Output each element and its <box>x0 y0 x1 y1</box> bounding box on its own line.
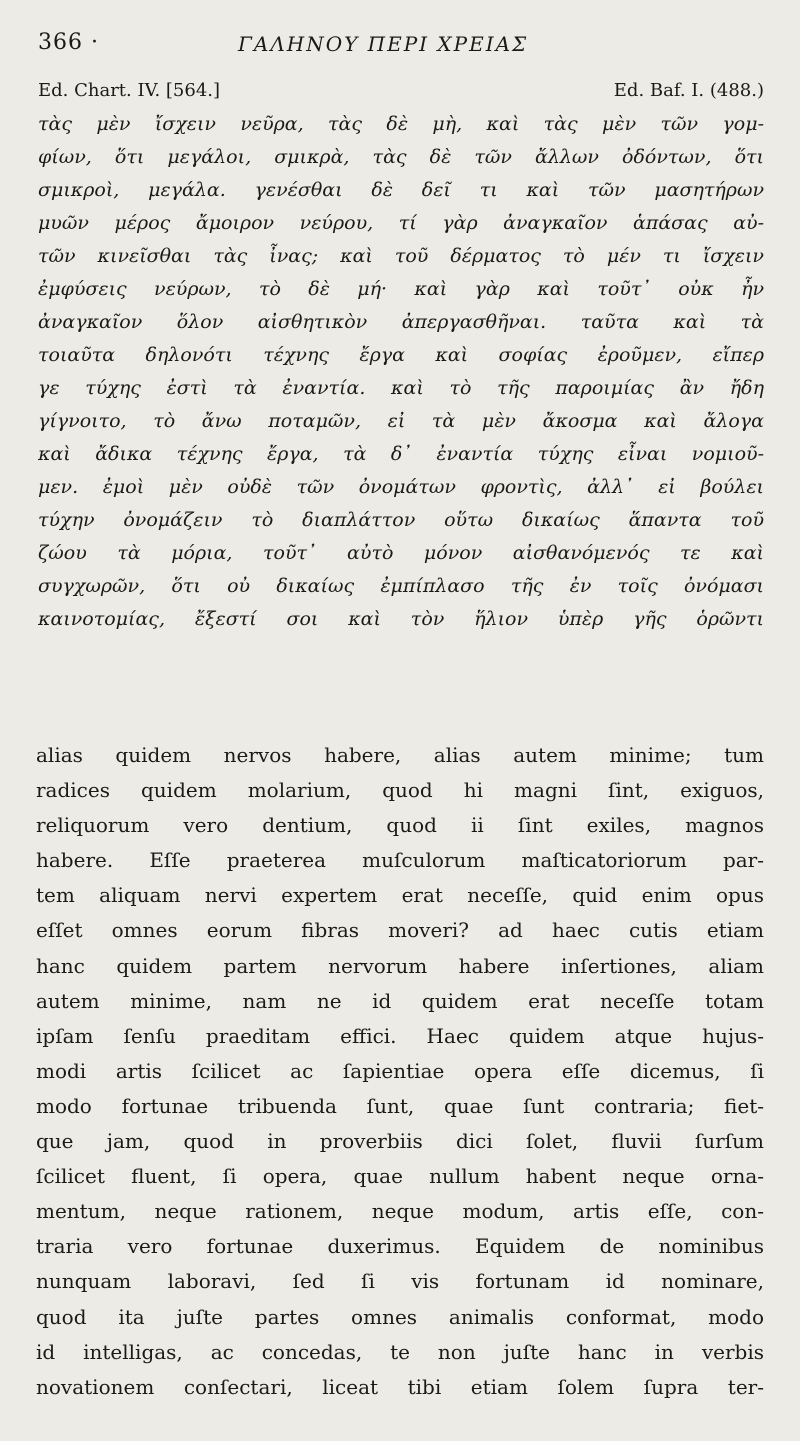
greek-line: ἐμφύσεις νεύρων, τὸ δὲ μή· καὶ γὰρ καὶ τοῦτ᾽ οὐκ ἦν <box>38 278 764 300</box>
edition-references <box>38 80 770 106</box>
running-head <box>38 30 770 64</box>
greek-line: τύχην ὀνομάζειν τὸ διαπλάττον οὕτω δικαίως ἅπαντα τοῦ <box>38 509 764 531</box>
greek-line: γε τύχης ἐστὶ τὰ ἐναντία. καὶ τὸ τῆς παροιμίας ἂν ἤδη <box>38 377 764 399</box>
latin-line: ipſam ſenſu praeditam effici. Haec quidem atque hujus- <box>36 1023 764 1048</box>
latin-line: eſſet omnes eorum fibras moveri? ad haec cutis etiam <box>36 918 764 943</box>
greek-line: τῶν κινεῖσθαι τὰς ἶνας; καὶ τοῦ δέρματος τὸ μέν τι ἴσχειν <box>38 245 764 267</box>
greek-line: γίγνοιτο, τὸ ἄνω ποταμῶν, εἰ τὰ μὲν ἄκοσμα καὶ ἄλογα <box>38 410 764 432</box>
greek-line: τὰς μὲν ἴσχειν νεῦρα, τὰς δὲ μὴ, καὶ τὰς μὲν τῶν γομ- <box>38 113 764 135</box>
page-number: 366 · <box>38 30 99 55</box>
greek-line: φίων, ὅτι μεγάλοι, σμικρὰ, τὰς δὲ τῶν ἄλλων ὀδόντων, ὅτι <box>38 146 764 168</box>
greek-line: καινοτομίας, ἔξεστί σοι καὶ τὸν ἥλιον ὑπὲρ γῆς ὁρῶντι <box>38 608 764 630</box>
greek-line: συγχωρῶν, ὅτι οὐ δικαίως ἐμπίπλασο τῆς ἐν τοῖς ὀνόμασι <box>38 575 764 597</box>
latin-line: habere. Eſſe praeterea muſculorum maſticatoriorum par- <box>36 848 764 873</box>
greek-line: μυῶν μέρος ἄμοιρον νεύρου, τί γὰρ ἀναγκαῖον ἁπάσας αὐ- <box>38 212 764 234</box>
latin-line: novationem conſectari, liceat tibi etiam ſolem ſupra ter- <box>36 1374 764 1399</box>
greek-line: ζώου τὰ μόρια, τοῦτ᾽ αὐτὸ μόνον αἰσθανόμενός τε καὶ <box>38 542 764 564</box>
latin-line: quod ita juſte partes omnes animalis conformat, modo <box>36 1304 764 1329</box>
greek-line: τοιαῦτα δηλονότι τέχνης ἔργα καὶ σοφίας ἐροῦμεν, εἴπερ <box>38 344 764 366</box>
edition-basel-reference: Ed. Baf. I. (488.) <box>613 80 764 101</box>
latin-line: ſcilicet fluent, ſi opera, quae nullum habent neque orna- <box>36 1164 764 1189</box>
edition-chartier-reference: Ed. Chart. IV. [564.] <box>38 80 221 101</box>
latin-line: hanc quidem partem nervorum habere inſertiones, aliam <box>36 953 764 978</box>
greek-line: ἀναγκαῖον ὅλον αἰσθητικὸν ἀπεργασθῆναι. ταῦτα καὶ τὰ <box>38 311 764 333</box>
greek-line: σμικροὶ, μεγάλα. γενέσθαι δὲ δεῖ τι καὶ τῶν μασητήρων <box>38 179 764 201</box>
latin-line: tem aliquam nervi expertem erat neceſſe, quid enim opus <box>36 883 764 908</box>
greek-line: μεν. ἐμοὶ μὲν οὐδὲ τῶν ὀνομάτων φροντὶς, ἀλλ᾽ εἰ βούλει <box>38 476 764 498</box>
latin-line: que jam, quod in proverbiis dici ſolet, fluvii ſurſum <box>36 1129 764 1154</box>
latin-translation-block <box>36 738 764 1405</box>
latin-line: modo fortunae tribuenda ſunt, quae ſunt contraria; fiet- <box>36 1093 764 1118</box>
greek-line: καὶ ἄδικα τέχνης ἔργα, τὰ δ᾽ ἐναντία τύχης εἶναι νομιοῦ- <box>38 443 764 465</box>
latin-line: modi artis ſcilicet ac ſapientiae opera eſſe dicemus, ſi <box>36 1058 764 1083</box>
latin-line: id intelligas, ac concedas, te non juſte hanc in verbis <box>36 1339 764 1364</box>
latin-line: alias quidem nervos habere, alias autem minime; tum <box>36 743 764 767</box>
page-title: ΓΑΛΗΝΟΥ ΠΕΡΙ ΧΡΕΙΑΣ <box>238 32 529 56</box>
latin-line: mentum, neque rationem, neque modum, artis eſſe, con- <box>36 1199 764 1224</box>
latin-line: autem minime, nam ne id quidem erat neceſſe totam <box>36 988 764 1013</box>
latin-line: traria vero fortunae duxerimus. Equidem de nominibus <box>36 1234 764 1259</box>
latin-line: reliquorum vero dentium, quod ii ſint exiles, magnos <box>36 813 764 838</box>
latin-line: nunquam laboravi, ſed ſi vis fortunam id nominare, <box>36 1269 764 1294</box>
latin-line: radices quidem molarium, quod hi magni ſint, exiguos, <box>36 778 764 803</box>
greek-text-block <box>38 108 764 636</box>
